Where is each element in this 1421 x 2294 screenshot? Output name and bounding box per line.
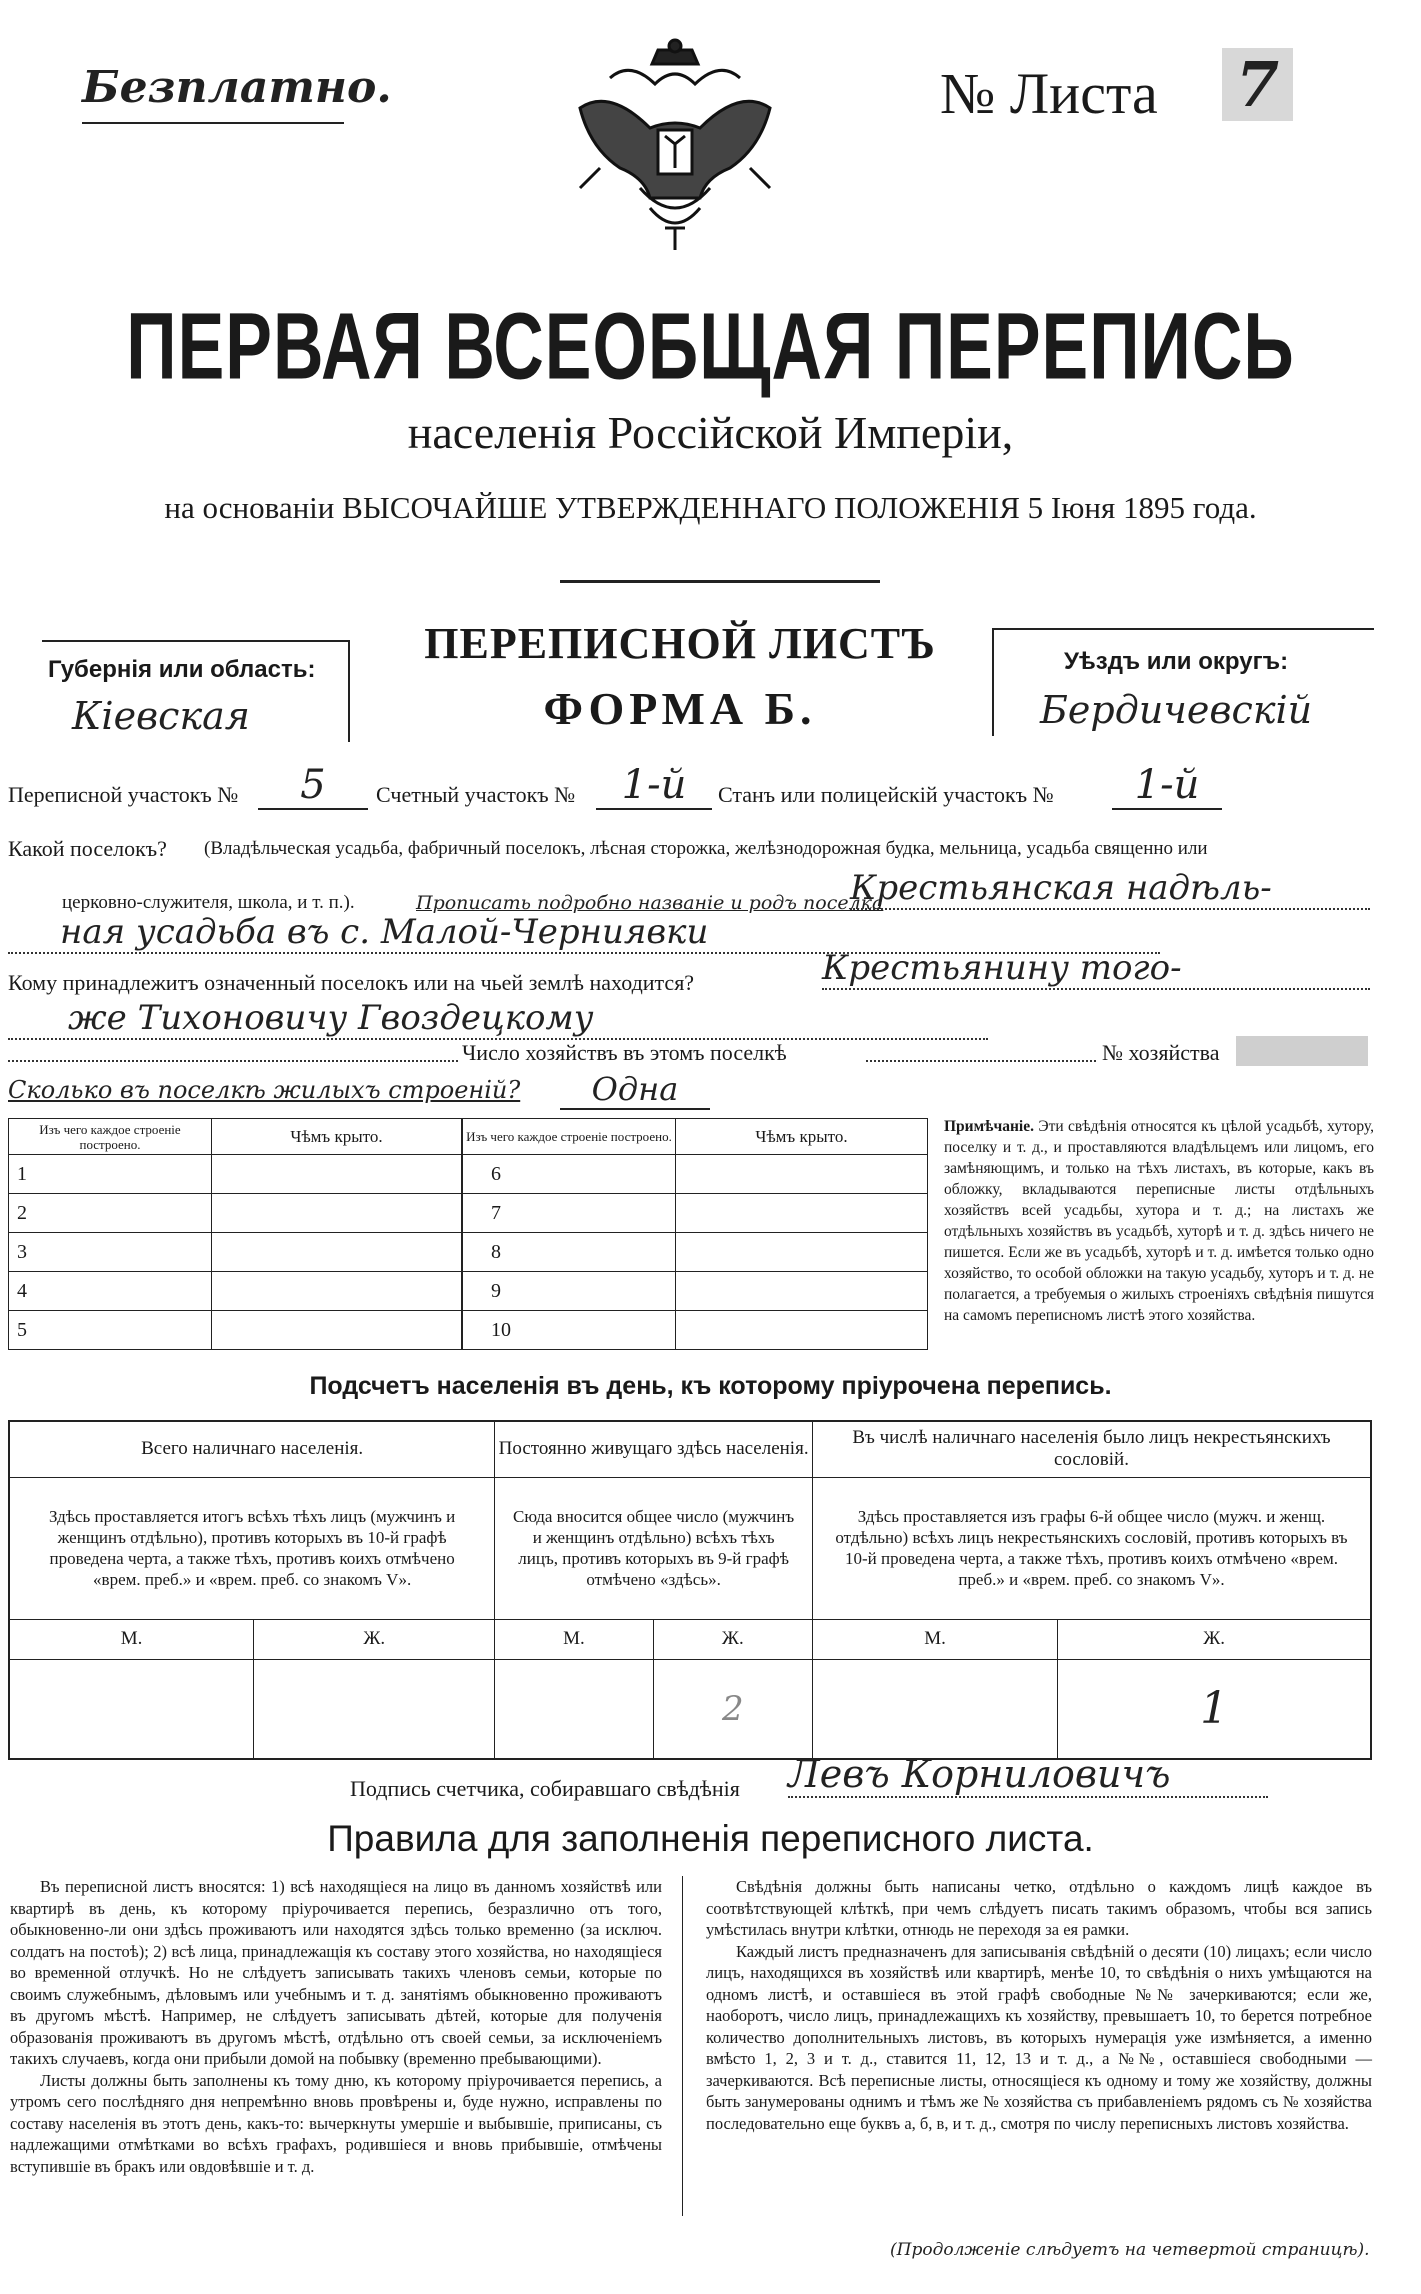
rules-continued: (Продолженіе слѣдуетъ на четвертой страницѣ).: [890, 2240, 1370, 2260]
province-label: Губернія или область:: [48, 656, 316, 683]
table-row: 8: [463, 1233, 676, 1272]
table-row: 6: [463, 1155, 676, 1194]
households-count-field: [866, 1060, 1096, 1062]
free-label: Безплатно.: [82, 62, 392, 113]
col2-text: Сюда вносится общее число (мужчинъ и женщинъ отдѣльно) всѣхъ тѣхъ лицъ, противъ которыхъ въ 9-й графѣ отмѣчено «здѣсь».: [495, 1477, 813, 1619]
coat-of-arms-icon: [570, 38, 780, 256]
household-no-label: № хозяйства: [1102, 1040, 1220, 1065]
table-cell[interactable]: [212, 1272, 462, 1311]
table-row: 9: [463, 1272, 676, 1311]
buildings-table-right: [462, 1118, 928, 1350]
table-row: 5: [9, 1311, 212, 1350]
counting-area-label: Счетный участокъ №: [376, 782, 576, 807]
title-divider: [560, 580, 880, 583]
households-blank-line: [8, 1060, 458, 1062]
col2-header: Постоянно живущаго здѣсь населенія.: [495, 1421, 813, 1477]
free-underline: [82, 122, 344, 124]
sheet-number-value: 7: [1222, 48, 1293, 121]
male-label: М.: [812, 1619, 1057, 1659]
district-value: Бердичевскій: [1040, 688, 1313, 732]
basis-line: на основаніи ВЫСОЧАЙШЕ УТВЕРЖДЕННАГО ПОЛОЖЕНІЯ 5 Іюня 1895 года.: [164, 490, 1257, 525]
census-area-label: Переписной участокъ №: [8, 782, 239, 807]
province-value: Кіевская: [72, 694, 250, 738]
col1-female-cell[interactable]: [254, 1659, 495, 1759]
female-label: Ж.: [653, 1619, 812, 1659]
note-text: Эти свѣдѣнія относятся къ цѣлой усадьбѣ, хутору, поселку и т. д., и проставляются владѣльцемъ или лицомъ, его замѣняющимъ, и только на тѣхъ листахъ, въ которые, какъ въ обложку, вкладываются переписные листы отдѣльныхъ хозяйствъ всей усадьбы, хутора и т. д.; на листахъ же отдѣльныхъ хозяйствъ въ усадьбѣ, хуторѣ и т. д. здѣсь ничего не пишется. Если же въ усадьбѣ, хуторѣ и т. д. имѣется только одно хозяйство, то особой обложки на такую усадьбу, хуторъ и т. д. не полагается, а требуемыя о жилыхъ строеніяхъ свѣдѣнія пишутся на самомъ переписномъ листѣ этого хозяйства.: [944, 1118, 1375, 1324]
buildings-value: Одна: [560, 1070, 710, 1110]
col-roof-header: Чѣмъ крыто.: [212, 1119, 462, 1155]
population-table: [8, 1420, 1372, 1760]
population-title: Подсчетъ населенія въ день, къ которому пріурочена перепись.: [309, 1372, 1112, 1400]
settlement-value-2: ная усадьба въ с. Малой-Черниявки: [8, 912, 1160, 954]
settlement-label: Какой поселокъ?: [8, 836, 167, 861]
rules-title: Правила для заполненія переписного листа.: [327, 1818, 1094, 1859]
settlement-instruction: Прописать подробно названіе и родъ поселка: [416, 892, 884, 914]
sheet-number-label: № Листа: [940, 61, 1158, 126]
female-label: Ж.: [254, 1619, 495, 1659]
note-block: [944, 1116, 1374, 1326]
rules-left-p1: Въ переписной листъ вносятся: 1) всѣ находящіеся на лицо въ данномъ хозяйствѣ или квартирѣ въ день, къ которому пріурочивается перепись, безразлично отъ того, обыкновенно-ли они здѣсь проживаютъ или находятся здѣсь только временно (за исключ. солдатъ на постоѣ); 2) всѣ лица, принадлежащія къ составу этого хозяйства, но находящіеся во временной отлучкѣ. Но не слѣдуетъ записывать такихъ членовъ семьи, которые по своимъ служебнымъ, дѣловымъ или учебнымъ и т. д. занятіямъ обыкновенно проживаютъ въ другомъ мѣстѣ. Например, не слѣдуетъ записывать дѣтей, которые для полученія образованія проживаютъ въ другомъ мѣстѣ, отдѣльно отъ своей семьи, за исключеніемъ такихъ случаевъ, когда они прибыли домой на побывку (временно пребывающими).: [10, 1877, 662, 2068]
rules-right-p1: Свѣдѣнія должны быть написаны четко, отдѣльно о каждомъ лицѣ каждое въ соотвѣтствующей клѣткѣ, при чемъ слѣдуетъ писать такимъ образомъ, чтобы вся запись умѣстилась внутри клѣтки, отнюдь не переходя за ея рамки.: [706, 1877, 1372, 1939]
table-row: 2: [9, 1194, 212, 1233]
stan-value: 1-й: [1112, 762, 1222, 810]
table-row: 3: [9, 1233, 212, 1272]
col1-male-cell[interactable]: [9, 1659, 254, 1759]
table-cell[interactable]: [212, 1233, 462, 1272]
signature-label: Подпись счетчика, собиравшаго свѣдѣнія: [350, 1776, 740, 1801]
households-label: Число хозяйствъ въ этомъ поселкѣ: [462, 1040, 787, 1065]
owner-value-2: же Тихоновичу Гвоздецкому: [8, 998, 988, 1040]
subtitle: населенія Россійской Имперіи,: [407, 407, 1014, 458]
form-name: ФОРМА Б.: [543, 683, 817, 734]
table-row: 4: [9, 1272, 212, 1311]
col3-text: Здѣсь проставляется изъ графы 6-й общее число (мужч. и женщ. отдѣльно) всѣхъ лицъ некрестьянскихъ сословій, противъ которыхъ въ 10-й проведена черта, а также тѣхъ, противъ коихъ отмѣчено «врем. преб.» и «врем. преб. со знакомъ V».: [812, 1477, 1371, 1619]
col3-header: Въ числѣ наличнаго населенія было лицъ некрестьянскихъ сословій.: [812, 1421, 1371, 1477]
rules-right-column: [706, 1876, 1372, 2134]
col-roof-header: Чѣмъ крыто.: [676, 1119, 928, 1155]
rules-right-p2: Каждый листъ предназначенъ для записыванія свѣдѣній о десяти (10) лицахъ; если число лицъ, находящихся въ хозяйствѣ или квартирѣ, менѣе 10, то свѣдѣнія о нихъ умѣщаются на одномъ листѣ, и оставшіеся въ этой графѣ свободные №№ зачеркиваются; если же, наоборотъ, число лицъ, принадлежащихъ къ хозяйству, превышаетъ 10, то берется потребное количество дополнительныхъ листовъ, въ которыхъ нумерація уже измѣняется, а именно вмѣсто 1, 2, 3 и т. д., ставится 11, 12, 13 и т. д., а №№, оставшіеся свободными — зачеркиваются. Всѣ переписные листы, относящіеся къ одному и тому же хозяйству, должны быть занумерованы однимъ и тѣмъ же № хозяйства съ прибавленіемъ рядомъ съ № хозяйства последовательно еще буквъ а, б, в, и т. д., смотря по числу переписныхъ листовъ хозяйства.: [706, 1941, 1372, 2133]
owner-value-1: Крестьянину того-: [822, 948, 1370, 990]
male-label: М.: [495, 1619, 653, 1659]
col1-header: Всего наличнаго населенія.: [9, 1421, 495, 1477]
table-row: 1: [9, 1155, 212, 1194]
household-no-field: [1236, 1036, 1368, 1066]
col2-male-cell[interactable]: [495, 1659, 653, 1759]
owner-label: Кому принадлежитъ означенный поселокъ или на чьей землѣ находится?: [8, 970, 695, 995]
signature-value: Левъ Корниловичъ: [788, 1752, 1268, 1798]
col3-male-cell[interactable]: [812, 1659, 1057, 1759]
col1-text: Здѣсь проставляется итогъ всѣхъ тѣхъ лицъ (мужчинъ и женщинъ отдѣльно), противъ которыхъ въ 10-й графѣ проведена черта, а также тѣхъ, противъ коихъ отмѣчено «врем. преб.» и «врем. преб. со знакомъ V».: [9, 1477, 495, 1619]
form-sheet-title: ПЕРЕПИСНОЙ ЛИСТЪ: [424, 619, 936, 668]
table-cell[interactable]: [212, 1155, 462, 1194]
table-cell[interactable]: [676, 1272, 928, 1311]
male-label: М.: [9, 1619, 254, 1659]
table-cell[interactable]: [676, 1233, 928, 1272]
census-area-value: 5: [258, 762, 368, 810]
table-cell[interactable]: [676, 1194, 928, 1233]
table-row: 7: [463, 1194, 676, 1233]
rules-left-p2: Листы должны быть заполнены къ тому дню, къ которому пріурочивается перепись, а утромъ сего послѣдняго дня непремѣнно вновь провѣрены и, буде нужно, исправлены по составу населенія въ этотъ день, какъ-то: вычеркнуты умершіе и выбывшіе, приписаны, съ надлежащими отмѣтками во всѣхъ графахъ, родившіеся и вновь прибывшіе, отмѣчены вступившіе въ бракъ или овдовѣвшіе и т. д.: [10, 2070, 662, 2176]
main-title: ПЕРВАЯ ВСЕОБЩАЯ ПЕРЕПИСЬ: [126, 293, 1295, 399]
col2-female-cell[interactable]: 2: [653, 1659, 812, 1759]
table-cell[interactable]: [676, 1155, 928, 1194]
settlement-value-1: Крестьянская надѣль-: [850, 868, 1370, 910]
col3-female-cell[interactable]: 1: [1058, 1659, 1371, 1759]
rules-divider: [682, 1876, 683, 2216]
table-cell[interactable]: [212, 1194, 462, 1233]
col-material-header: Изъ чего каждое строеніе построено.: [9, 1119, 212, 1155]
settlement-hint-2: церковно-служителя, школа, и т. п.).: [62, 892, 355, 913]
buildings-table-left: [8, 1118, 462, 1350]
note-title: Примѣчаніе.: [944, 1118, 1034, 1135]
settlement-hint-1: (Владѣльческая усадьба, фабричный поселокъ, лѣсная сторожка, желѣзнодорожная будка, мельница, усадьба священно или: [204, 838, 1208, 859]
table-row: 10: [463, 1311, 676, 1350]
female-label: Ж.: [1058, 1619, 1371, 1659]
district-label: Уѣздъ или округъ:: [1064, 648, 1289, 675]
buildings-label: Сколько въ поселкѣ жилыхъ строеній?: [8, 1076, 521, 1104]
table-cell[interactable]: [212, 1311, 462, 1350]
rules-left-column: [10, 1876, 662, 2177]
table-cell[interactable]: [676, 1311, 928, 1350]
stan-label: Станъ или полицейскій участокъ №: [718, 782, 1054, 807]
col-material-header: Изъ чего каждое строеніе построено.: [463, 1119, 676, 1155]
counting-area-value: 1-й: [596, 762, 712, 810]
